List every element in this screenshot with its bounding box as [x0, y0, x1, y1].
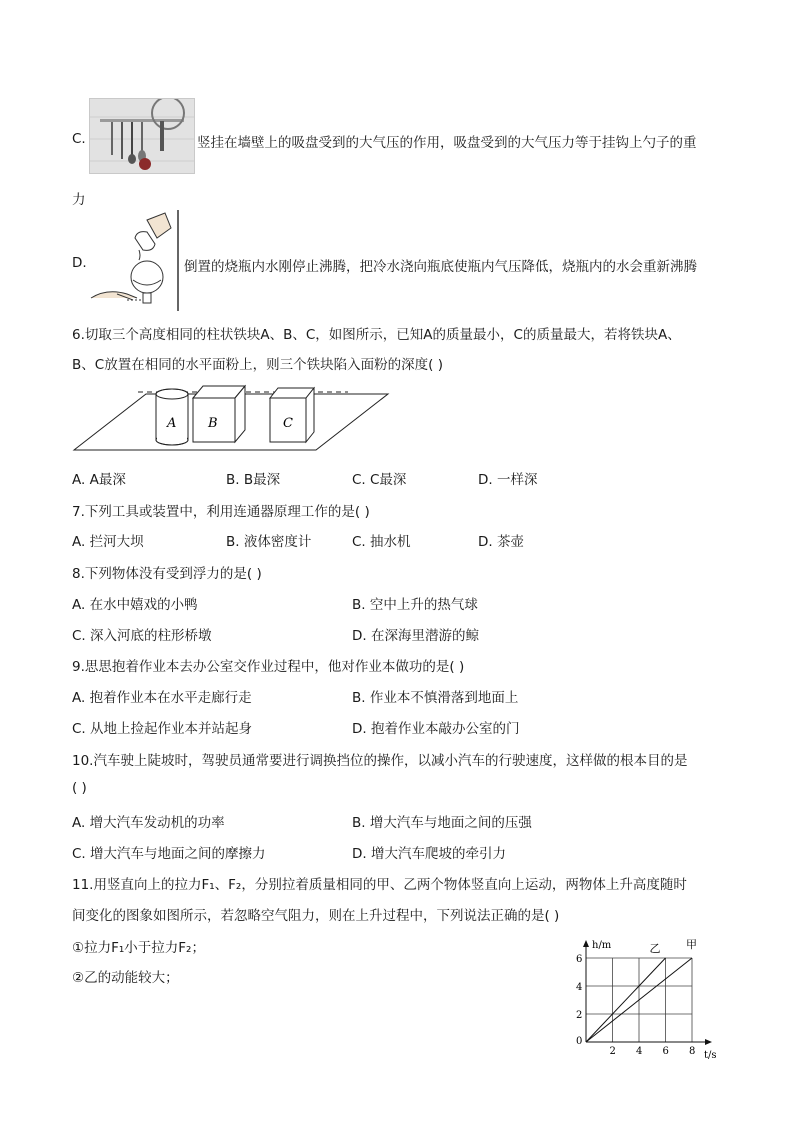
- q10-option-b[interactable]: B. 增大汽车与地面之间的压强: [352, 815, 532, 831]
- q11-stem-line1: 11.用竖直向上的拉力F₁、F₂，分别拉着质量相同的甲、乙两个物体竖直向上运动，两物体上升高度随时: [72, 877, 687, 893]
- option-c-label: C.: [72, 131, 86, 147]
- q7-option-c[interactable]: C. 抽水机: [352, 534, 411, 550]
- q6-iron-blocks-figure: [72, 382, 392, 454]
- q9-option-c[interactable]: C. 从地上捡起作业本并站起身: [72, 721, 253, 737]
- q8-option-c[interactable]: C. 深入河底的柱形桥墩: [72, 628, 212, 644]
- q8-option-b[interactable]: B. 空中上升的热气球: [352, 597, 478, 613]
- inverted-flask-drawing: [87, 210, 180, 311]
- y-tick-label: 0: [576, 1036, 583, 1047]
- y-tick-label: 2: [576, 1010, 583, 1021]
- q10-option-c[interactable]: C. 增大汽车与地面之间的摩擦力: [72, 846, 266, 862]
- q11-stem-line2: 间变化的图象如图所示，若忽略空气阻力，则在上升过程中，下列说法正确的是( ): [72, 908, 560, 924]
- q10-option-a[interactable]: A. 增大汽车发动机的功率: [72, 815, 225, 831]
- q9-option-d[interactable]: D. 抱着作业本敲办公室的门: [352, 721, 520, 737]
- q10-option-d[interactable]: D. 增大汽车爬坡的牵引力: [352, 846, 506, 862]
- y-tick-label: 4: [576, 982, 583, 993]
- q9-option-a[interactable]: A. 抱着作业本在水平走廊行走: [72, 690, 252, 706]
- q7-stem: 7.下列工具或装置中，利用连通器原理工作的是( ): [72, 504, 370, 520]
- x-tick-label: 2: [609, 1046, 616, 1057]
- q11-statement-2: ②乙的动能较大；: [72, 970, 179, 986]
- x-axis-arrow: [705, 1039, 712, 1045]
- block-a: [156, 389, 188, 445]
- y-axis-label: h/m: [592, 940, 612, 951]
- q6-option-c[interactable]: C. C最深: [352, 472, 407, 488]
- q6-stem-line2: B、C放置在相同的水平面粉上，则三个铁块陷入面粉的深度( ): [72, 357, 444, 373]
- q7-option-a[interactable]: A. 拦河大坝: [72, 534, 144, 550]
- block-b: [193, 386, 245, 442]
- q7-option-d[interactable]: D. 茶壶: [478, 534, 524, 550]
- q8-option-a[interactable]: A. 在水中嬉戏的小鸭: [72, 597, 198, 613]
- q10-stem-line2: ( ): [72, 780, 87, 796]
- q7-option-b[interactable]: B. 液体密度计: [226, 534, 312, 550]
- block-c: [270, 388, 314, 442]
- series-line: [586, 958, 666, 1042]
- option-c-text: 竖挂在墙壁上的吸盘受到的大气压的作用，吸盘受到的大气压力等于挂钩上勺子的重: [197, 135, 697, 151]
- q6-option-b[interactable]: B. B最深: [226, 472, 281, 488]
- x-axis-label: t/s: [704, 1050, 717, 1061]
- x-tick-label: 6: [662, 1046, 669, 1057]
- x-tick-label: 4: [636, 1046, 643, 1057]
- q9-stem: 9.思思抱着作业本去办公室交作业过程中，他对作业本做功的是( ): [72, 659, 465, 675]
- suction-hook-illustration: [90, 99, 194, 173]
- q8-stem: 8.下列物体没有受到浮力的是( ): [72, 566, 262, 582]
- y-axis-arrow: [583, 940, 589, 947]
- option-d-text: 倒置的烧瓶内水刚停止沸腾，把冷水浇向瓶底使瓶内气压降低，烧瓶内的水会重新沸腾: [184, 259, 697, 275]
- q8-option-d[interactable]: D. 在深海里潜游的鲸: [352, 628, 479, 644]
- option-d-label: D.: [72, 255, 87, 271]
- block-c-label: C: [283, 416, 293, 431]
- flask-illustration: [87, 210, 180, 311]
- y-tick-label: 6: [576, 954, 583, 965]
- q6-option-d[interactable]: D. 一样深: [478, 472, 538, 488]
- suction-hook-photo: [89, 98, 195, 174]
- q10-stem-line1: 10.汽车驶上陡坡时，驾驶员通常要进行调换挡位的操作，以减小汽车的行驶速度，这样做的根本目的是: [72, 753, 688, 769]
- q9-option-b[interactable]: B. 作业本不慎滑落到地面上: [352, 690, 519, 706]
- series-label: 乙: [649, 942, 661, 955]
- q6-stem-line1: 6.切取三个高度相同的柱状铁块A、B、C，如图所示，已知A的质量最小，C的质量最大，若将铁块A、: [72, 327, 681, 343]
- q6-option-a[interactable]: A. A最深: [72, 472, 126, 488]
- block-b-label: B: [208, 416, 218, 431]
- q11-statement-1: ①拉力F₁小于拉力F₂；: [72, 940, 205, 956]
- series-label: 甲: [686, 938, 697, 951]
- x-tick-label: 8: [689, 1046, 696, 1057]
- option-c-wrap: 力: [72, 192, 86, 208]
- block-a-label: A: [167, 416, 177, 431]
- height-time-chart: [556, 928, 726, 1062]
